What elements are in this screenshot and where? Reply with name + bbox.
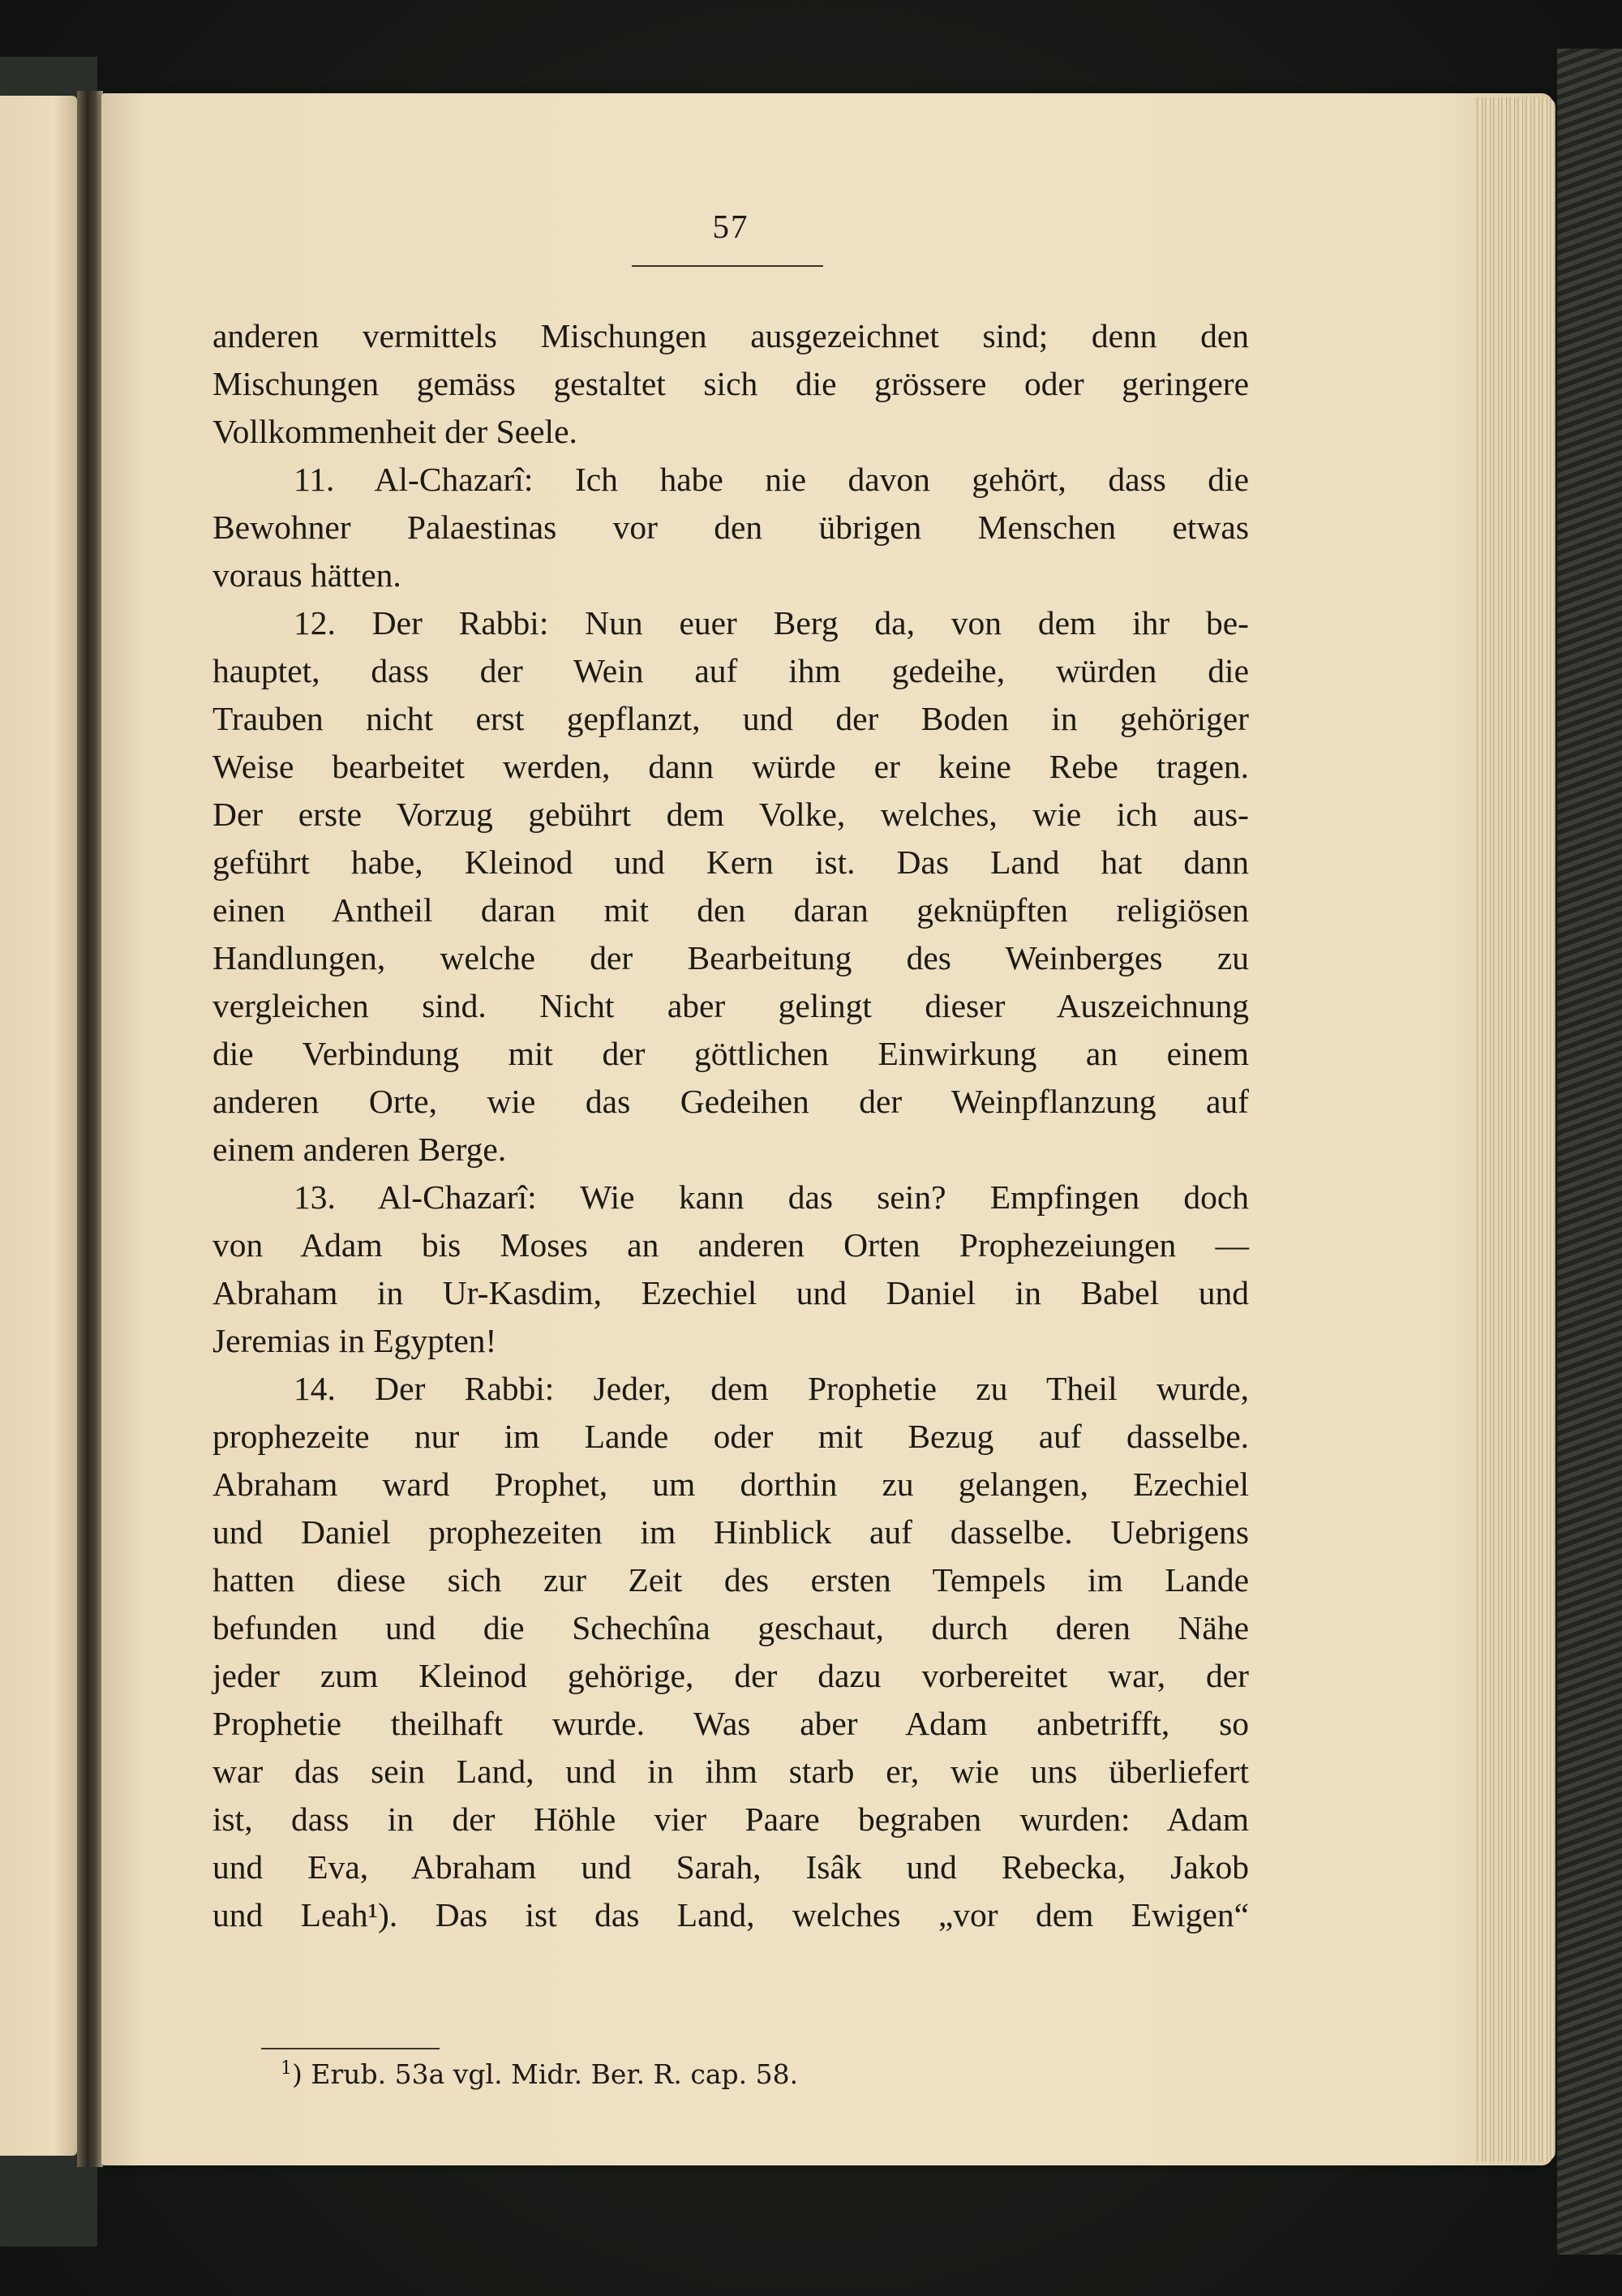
text-line: Jeremias in Egypten! xyxy=(212,1322,497,1359)
text-line: ist, dass in der Höhle vier Paare begraben wurden: Adam xyxy=(212,1800,1249,1838)
text-line: Abraham ward Prophet, um dorthin zu gelangen, Ezechiel xyxy=(212,1466,1249,1503)
text-line: einen Antheil daran mit den daran geknüpften religiösen xyxy=(212,891,1249,929)
text-line: 13. Al-Chazarî: Wie kann das sein? Empfingen doch xyxy=(294,1178,1249,1216)
text-line: Vollkommenheit der Seele. xyxy=(212,413,577,450)
text-line: anderen Orte, wie das Gedeihen der Weinpflanzung auf xyxy=(212,1083,1249,1120)
page-number: 57 xyxy=(712,208,749,245)
text-line: einem anderen Berge. xyxy=(212,1131,507,1168)
text-line: vergleichen sind. Nicht aber gelingt dieser Auszeichnung xyxy=(212,987,1249,1024)
text-line: und Eva, Abraham und Sarah, Isâk und Rebecka, Jakob xyxy=(212,1848,1249,1886)
text-line: Bewohner Palaestinas vor den übrigen Menschen etwas xyxy=(212,509,1249,546)
footnote-marker: 1 xyxy=(281,2058,292,2079)
text-line: 14. Der Rabbi: Jeder, dem Prophetie zu Theil wurde, xyxy=(294,1370,1249,1407)
text-line: Prophetie theilhaft wurde. Was aber Adam anbetrifft, so xyxy=(212,1705,1249,1742)
text-line: Trauben nicht erst gepflanzt, und der Boden in gehöriger xyxy=(212,700,1249,737)
text-line: die Verbindung mit der göttlichen Einwirkung an einem xyxy=(212,1035,1249,1072)
footnote-rule xyxy=(261,2048,440,2049)
text-line: Handlungen, welche der Bearbeitung des Weinberges zu xyxy=(212,939,1249,976)
body-text xyxy=(212,312,1249,1939)
text-line: und Leah¹). Das ist das Land, welches „vor dem Ewigen“ xyxy=(212,1896,1249,1933)
text-line: Weise bearbeitet werden, dann würde er keine Rebe tragen. xyxy=(212,748,1249,785)
text-line: geführt habe, Kleinod und Kern ist. Das Land hat dann xyxy=(212,843,1249,881)
book-cover-right xyxy=(1557,49,1622,2255)
text-line: prophezeite nur im Lande oder mit Bezug auf dasselbe. xyxy=(212,1418,1249,1455)
text-line: und Daniel prophezeiten im Hinblick auf dasselbe. Uebrigens xyxy=(212,1513,1249,1551)
text-line: befunden und die Schechîna geschaut, durch deren Nähe xyxy=(212,1609,1249,1646)
footnote-text: ) Erub. 53a vgl. Midr. Ber. R. cap. 58. xyxy=(292,2058,799,2090)
page-fore-edge xyxy=(1474,97,1555,2161)
text-line: hatten diese sich zur Zeit des ersten Tempels im Lande xyxy=(212,1561,1249,1599)
text-line: Abraham in Ur-Kasdim, Ezechiel und Daniel in Babel und xyxy=(212,1274,1249,1311)
header-rule xyxy=(632,265,823,267)
book-gutter xyxy=(77,91,103,2167)
text-line: war das sein Land, und in ihm starb er, wie uns überliefert xyxy=(212,1753,1249,1790)
text-line: hauptet, dass der Wein auf ihm gedeihe, würden die xyxy=(212,652,1249,689)
footnote xyxy=(281,2058,798,2090)
text-line: 11. Al-Chazarî: Ich habe nie davon gehört, dass die xyxy=(294,461,1249,498)
facing-page-edge xyxy=(0,96,77,2156)
text-line: 12. Der Rabbi: Nun euer Berg da, von dem ihr be- xyxy=(294,604,1249,642)
text-line: Mischungen gemäss gestaltet sich die grössere oder geringere xyxy=(212,365,1249,402)
text-line: von Adam bis Moses an anderen Orten Prophezeiungen — xyxy=(212,1226,1249,1264)
text-line: anderen vermittels Mischungen ausgezeichnet sind; denn den xyxy=(212,317,1249,354)
text-line: voraus hätten. xyxy=(212,556,401,594)
text-line: jeder zum Kleinod gehörige, der dazu vorbereitet war, der xyxy=(212,1657,1249,1694)
text-line: Der erste Vorzug gebührt dem Volke, welches, wie ich aus- xyxy=(212,796,1249,833)
